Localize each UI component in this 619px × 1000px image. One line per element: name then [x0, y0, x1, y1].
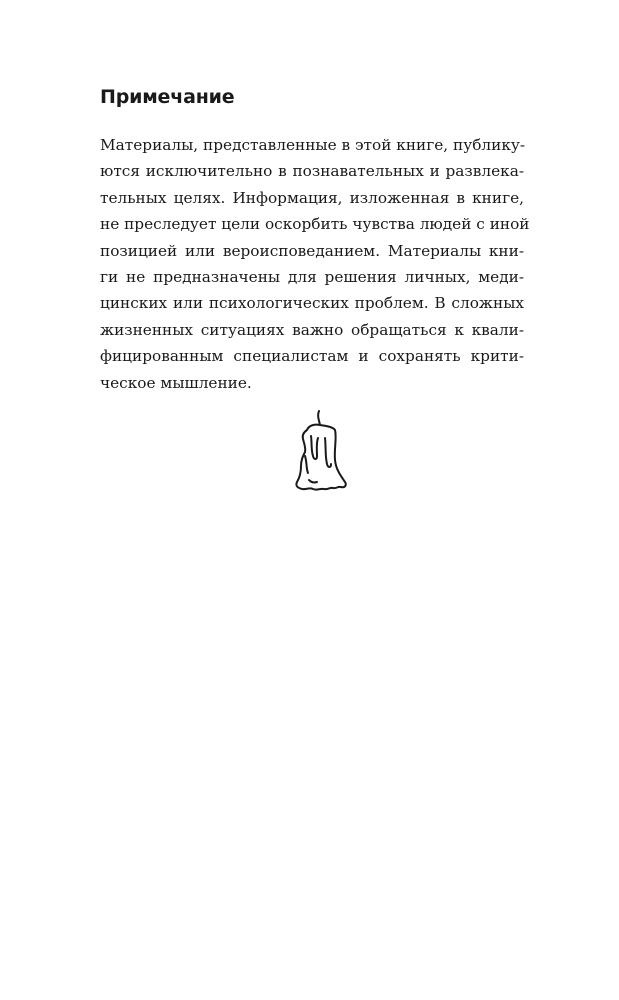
paragraph-line: жизненных ситуациях важно обращаться к квали-: [100, 320, 524, 339]
paragraph-line: не преследует цели оскорбить чувства людей с иной: [100, 215, 530, 234]
candle-icon: [289, 410, 351, 492]
paragraph-line: тельных целях. Информация, изложенная в книге,: [100, 188, 524, 207]
page-heading: Примечание: [100, 86, 235, 108]
paragraph-line: ческое мышление.: [100, 373, 252, 392]
paragraph-line: Материалы, представленные в этой книге, публику-: [100, 136, 526, 154]
disclaimer-paragraph: [100, 132, 530, 396]
paragraph-line: цинских или психологических проблем. В сложных: [100, 294, 524, 313]
paragraph-line: фицированным специалистам и сохранять крити-: [100, 347, 524, 366]
paragraph-line: ги не предназначены для решения личных, меди-: [100, 268, 524, 287]
paragraph-line: позицией или вероисповеданием. Материалы кни-: [100, 241, 524, 260]
paragraph-line: ются исключительно в познавательных и развлека-: [100, 162, 524, 181]
